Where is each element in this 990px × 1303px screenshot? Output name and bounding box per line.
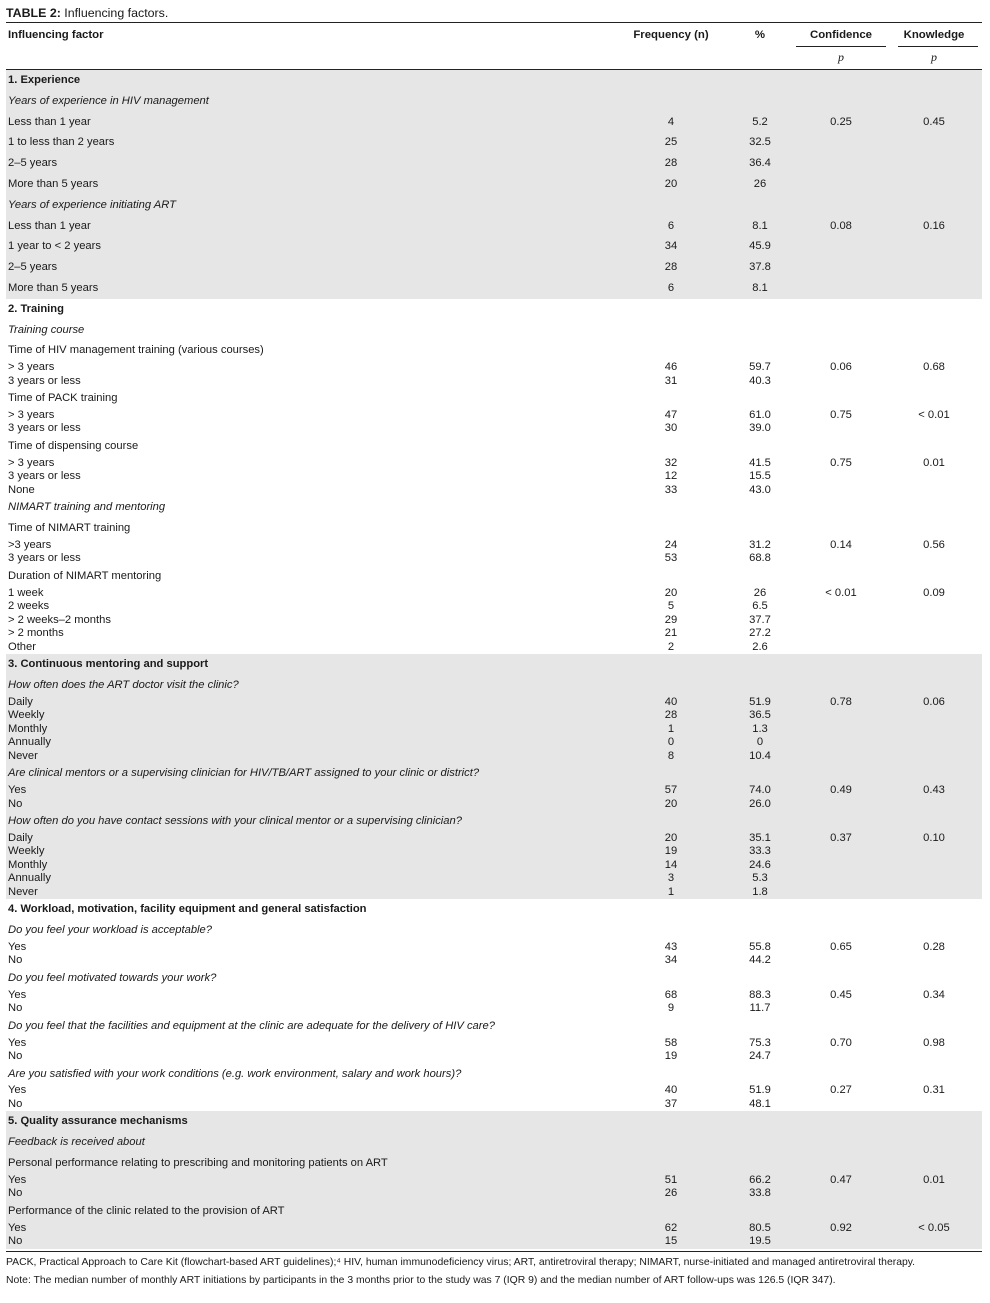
cell-frequency: 20	[664, 586, 678, 599]
table-footnotes	[6, 1251, 982, 1287]
table-row	[6, 236, 982, 257]
table-row	[6, 614, 982, 628]
header-confidence: Confidence	[809, 29, 873, 41]
table-row	[6, 1084, 982, 1098]
cell-factor: Yes	[8, 784, 27, 797]
cell-factor: No	[8, 1050, 23, 1063]
cell-factor: 3 years or less	[8, 552, 81, 565]
cell-percent: 59.7	[749, 361, 771, 374]
cell-confidence-p: 0.06	[830, 361, 852, 374]
table-row	[6, 112, 982, 133]
cell-factor: No	[8, 1187, 23, 1200]
cell-frequency: 57	[664, 784, 678, 797]
cell-factor: Time of NIMART training	[8, 522, 131, 535]
table-row	[6, 539, 982, 553]
cell-percent: 19.5	[749, 1235, 771, 1247]
cell-frequency: 34	[664, 240, 678, 253]
cell-factor: 3. Continuous mentoring and support	[8, 658, 209, 671]
cell-frequency: 25	[664, 136, 678, 149]
cell-factor: Daily	[8, 695, 33, 708]
table-row	[6, 195, 982, 216]
cell-knowledge-p: < 0.05	[918, 1221, 950, 1234]
cell-percent: 48.1	[749, 1097, 771, 1110]
cell-percent: 5.3	[752, 872, 768, 885]
cell-factor: Yes	[8, 1036, 27, 1049]
table-row	[6, 278, 982, 299]
cell-frequency: 28	[664, 261, 678, 274]
cell-frequency: 34	[664, 954, 678, 967]
cell-confidence-p: 0.37	[830, 831, 852, 844]
cell-factor: > 3 years	[8, 361, 55, 374]
cell-knowledge-p: 0.10	[923, 831, 945, 844]
caption-label: TABLE 2:	[6, 6, 61, 20]
table-caption	[6, 5, 982, 22]
cell-factor: Feedback is received about	[8, 1136, 145, 1149]
cell-factor: 2–5 years	[8, 261, 58, 274]
cell-frequency: 58	[664, 1036, 678, 1049]
table-row	[6, 872, 982, 886]
cell-knowledge-p: 0.34	[923, 988, 945, 1001]
cell-confidence-p: 0.25	[830, 115, 852, 128]
table-row	[6, 320, 982, 341]
cell-frequency: 28	[664, 709, 678, 722]
table-row	[6, 811, 982, 832]
cell-confidence-p: < 0.01	[825, 586, 857, 599]
table-row	[6, 340, 982, 361]
cell-percent: 51.9	[749, 1084, 771, 1097]
table-row	[6, 91, 982, 112]
table-row	[6, 1002, 982, 1016]
table-row	[6, 552, 982, 566]
cell-percent: 55.8	[749, 940, 771, 953]
cell-frequency: 28	[664, 157, 678, 170]
cell-factor: 2 weeks	[8, 600, 50, 613]
cell-factor: 1 year to < 2 years	[8, 240, 101, 253]
cell-percent: 8.1	[752, 219, 768, 232]
cell-percent: 44.2	[749, 954, 771, 967]
cell-frequency: 8	[667, 749, 675, 762]
cell-percent: 26.0	[749, 797, 771, 810]
cell-percent: 26	[753, 177, 767, 190]
cell-percent: 41.5	[749, 456, 771, 469]
table-row	[6, 518, 982, 539]
cell-percent: 32.5	[749, 136, 771, 149]
cell-percent: 11.7	[749, 1002, 771, 1015]
table-row	[6, 497, 982, 518]
table-row	[6, 709, 982, 723]
table-row	[6, 216, 982, 237]
table-row	[6, 1153, 982, 1174]
table-row	[6, 1016, 982, 1037]
cell-factor: How often does the ART doctor visit the clinic?	[8, 678, 239, 691]
cell-frequency: 53	[664, 552, 678, 565]
table-row	[6, 920, 982, 941]
cell-percent: 43.0	[749, 483, 771, 496]
cell-percent: 36.4	[749, 157, 771, 170]
cell-frequency: 6	[667, 219, 675, 232]
cell-factor: Are clinical mentors or a supervising clinician for HIV/TB/ART assigned to your clinic or district?	[8, 767, 480, 780]
cell-percent: 33.8	[749, 1187, 771, 1200]
cell-knowledge-p: 0.01	[923, 456, 945, 469]
cell-percent: 2.6	[752, 640, 768, 653]
cell-confidence-p: 0.49	[830, 784, 852, 797]
cell-factor: Other	[8, 640, 36, 653]
cell-factor: Performance of the clinic related to the provision of ART	[8, 1204, 285, 1217]
table-container	[6, 5, 982, 1292]
table-body	[6, 70, 982, 1249]
cell-confidence-p: 0.08	[830, 219, 852, 232]
cell-frequency: 9	[667, 1002, 675, 1015]
footnote-abbreviations: PACK, Practical Approach to Care Kit (flowchart-based ART guidelines);⁴ HIV, human immunodeficiency virus; ART, antiretroviral therapy; NIMART, nurse-initiated and managed antiretroviral therapy.	[6, 1256, 916, 1268]
section-header-row	[6, 654, 982, 675]
cell-factor: Never	[8, 885, 38, 898]
cell-knowledge-p: 0.68	[923, 361, 945, 374]
table-row	[6, 1050, 982, 1064]
cell-factor: Monthly	[8, 722, 48, 735]
cell-frequency: 19	[664, 845, 678, 858]
table-row	[6, 859, 982, 873]
table-row	[6, 1187, 982, 1201]
cell-confidence-p: 0.75	[830, 408, 852, 421]
cell-percent: 24.7	[749, 1050, 771, 1063]
cell-frequency: 37	[664, 1097, 678, 1110]
cell-knowledge-p: 0.06	[923, 695, 945, 708]
table-row	[6, 1235, 982, 1249]
cell-factor: Less than 1 year	[8, 219, 91, 232]
cell-knowledge-p: 0.98	[923, 1036, 945, 1049]
cell-frequency: 40	[664, 1084, 678, 1097]
table-row	[6, 409, 982, 423]
cell-frequency: 51	[664, 1173, 678, 1186]
cell-frequency: 26	[664, 1187, 678, 1200]
table-header	[6, 22, 982, 70]
cell-frequency: 62	[664, 1221, 678, 1234]
cell-frequency: 1	[667, 885, 675, 898]
cell-factor: Training course	[8, 323, 85, 336]
cell-percent: 61.0	[749, 408, 771, 421]
cell-percent: 0	[756, 736, 764, 749]
cell-frequency: 29	[664, 613, 678, 626]
cell-factor: Are you satisfied with your work conditions (e.g. work environment, salary and work hours)?	[8, 1067, 462, 1080]
header-confidence-p: p	[838, 50, 844, 64]
cell-percent: 1.8	[752, 885, 768, 898]
cell-factor: > 2 months	[8, 627, 64, 640]
table-row	[6, 784, 982, 798]
cell-frequency: 40	[664, 695, 678, 708]
cell-confidence-p: 0.47	[830, 1173, 852, 1186]
cell-frequency: 19	[664, 1050, 678, 1063]
cell-frequency: 14	[664, 858, 678, 871]
cell-knowledge-p: 0.01	[923, 1173, 945, 1186]
cell-frequency: 30	[664, 422, 678, 435]
table-row	[6, 132, 982, 153]
cell-confidence-p: 0.92	[830, 1221, 852, 1234]
cell-frequency: 12	[664, 470, 678, 483]
table-row	[6, 153, 982, 174]
cell-percent: 35.1	[749, 831, 771, 844]
cell-factor: >3 years	[8, 538, 52, 551]
cell-confidence-p: 0.78	[830, 695, 852, 708]
cell-frequency: 31	[664, 374, 678, 387]
confidence-rule	[796, 46, 886, 47]
cell-factor: Do you feel that the facilities and equipment at the clinic are adequate for the delivery of HIV care?	[8, 1019, 495, 1032]
cell-factor: Yes	[8, 1084, 27, 1097]
cell-factor: 3 years or less	[8, 422, 81, 435]
cell-knowledge-p: 0.16	[923, 219, 945, 232]
cell-percent: 36.5	[749, 709, 771, 722]
cell-frequency: 5	[667, 600, 675, 613]
cell-percent: 26	[753, 586, 767, 599]
cell-percent: 31.2	[749, 538, 771, 551]
section-header-row	[6, 899, 982, 920]
cell-factor: Yes	[8, 1221, 27, 1234]
cell-frequency: 47	[664, 408, 678, 421]
cell-percent: 37.8	[749, 261, 771, 274]
table-row	[6, 436, 982, 457]
cell-frequency: 15	[664, 1235, 678, 1247]
cell-confidence-p: 0.45	[830, 988, 852, 1001]
table-row	[6, 845, 982, 859]
cell-knowledge-p: 0.43	[923, 784, 945, 797]
cell-percent: 45.9	[749, 240, 771, 253]
cell-factor: Yes	[8, 1173, 27, 1186]
cell-percent: 33.3	[749, 845, 771, 858]
cell-factor: 3 years or less	[8, 470, 81, 483]
cell-frequency: 3	[667, 872, 675, 885]
cell-frequency: 46	[664, 361, 678, 374]
cell-factor: Time of dispensing course	[8, 439, 139, 452]
cell-percent: 6.5	[752, 600, 768, 613]
cell-factor: Do you feel your workload is acceptable?	[8, 924, 212, 937]
table-row	[6, 641, 982, 655]
table-row	[6, 587, 982, 601]
cell-factor: Annually	[8, 872, 51, 885]
cell-frequency: 20	[664, 797, 678, 810]
cell-percent: 39.0	[749, 422, 771, 435]
cell-confidence-p: 0.75	[830, 456, 852, 469]
cell-frequency: 68	[664, 988, 678, 1001]
table-row	[6, 763, 982, 784]
cell-factor: Daily	[8, 831, 33, 844]
cell-factor: No	[8, 954, 23, 967]
table-row	[6, 798, 982, 812]
table-row	[6, 941, 982, 955]
table-row	[6, 457, 982, 471]
cell-frequency: 43	[664, 940, 678, 953]
cell-factor: No	[8, 1235, 23, 1247]
table-row	[6, 968, 982, 989]
cell-knowledge-p: 0.31	[923, 1084, 945, 1097]
header-knowledge: Knowledge	[903, 29, 965, 41]
table-row	[6, 1064, 982, 1085]
table-row	[6, 1222, 982, 1236]
table-row	[6, 696, 982, 710]
cell-factor: Annually	[8, 736, 51, 749]
header-frequency: Frequency (n)	[633, 29, 709, 41]
cell-percent: 75.3	[749, 1036, 771, 1049]
cell-percent: 51.9	[749, 695, 771, 708]
cell-confidence-p: 0.27	[830, 1084, 852, 1097]
knowledge-rule	[898, 46, 978, 47]
cell-frequency: 21	[664, 627, 678, 640]
footnote-note: Note: The median number of monthly ART initiations by participants in the 3 months prior to the study was 7 (IQR 9) and the median number of ART follow-ups was 126.5 (IQR 347).	[6, 1274, 836, 1286]
cell-factor: 1 to less than 2 years	[8, 136, 115, 149]
cell-factor: > 3 years	[8, 408, 55, 421]
table-row	[6, 627, 982, 641]
cell-percent: 88.3	[749, 988, 771, 1001]
cell-frequency: 1	[667, 722, 675, 735]
cell-factor: 2–5 years	[8, 157, 58, 170]
header-percent: %	[754, 29, 766, 41]
cell-percent: 37.7	[749, 613, 771, 626]
table-row	[6, 174, 982, 195]
cell-factor: No	[8, 1002, 23, 1015]
cell-factor: Yes	[8, 940, 27, 953]
table-row	[6, 1037, 982, 1051]
cell-frequency: 6	[667, 281, 675, 294]
cell-frequency: 33	[664, 483, 678, 496]
table-row	[6, 832, 982, 846]
cell-percent: 1.3	[752, 722, 768, 735]
cell-factor: How often do you have contact sessions with your clinical mentor or a supervising clinician?	[8, 815, 462, 828]
section-header-row	[6, 1111, 982, 1132]
table-row	[6, 1132, 982, 1153]
caption-text: Influencing factors.	[60, 6, 169, 20]
table-row	[6, 886, 982, 900]
cell-confidence-p: 0.70	[830, 1036, 852, 1049]
cell-factor: More than 5 years	[8, 177, 99, 190]
cell-percent: 74.0	[749, 784, 771, 797]
cell-frequency: 24	[664, 538, 678, 551]
table-row	[6, 422, 982, 436]
cell-knowledge-p: 0.09	[923, 586, 945, 599]
table-row	[6, 600, 982, 614]
table-row	[6, 1201, 982, 1222]
cell-frequency: 20	[664, 177, 678, 190]
cell-frequency: 2	[667, 640, 675, 653]
table-row	[6, 1174, 982, 1188]
table-row	[6, 989, 982, 1003]
cell-factor: 2. Training	[8, 302, 64, 315]
cell-percent: 10.4	[749, 749, 771, 762]
table-row	[6, 484, 982, 498]
cell-factor: 3 years or less	[8, 374, 81, 387]
cell-percent: 27.2	[749, 627, 771, 640]
cell-knowledge-p: 0.28	[923, 940, 945, 953]
cell-frequency: 32	[664, 456, 678, 469]
cell-percent: 24.6	[749, 858, 771, 871]
table-row	[6, 750, 982, 764]
table-row	[6, 257, 982, 278]
cell-percent: 5.2	[752, 115, 768, 128]
cell-confidence-p: 0.65	[830, 940, 852, 953]
table-row	[6, 736, 982, 750]
cell-factor: Do you feel motivated towards your work?	[8, 971, 217, 984]
cell-percent: 66.2	[749, 1173, 771, 1186]
cell-percent: 8.1	[752, 281, 768, 294]
cell-factor: Time of PACK training	[8, 392, 118, 405]
cell-factor: Monthly	[8, 858, 48, 871]
header-influencing-factor: Influencing factor	[8, 29, 104, 41]
cell-knowledge-p: 0.56	[923, 538, 945, 551]
cell-factor: None	[8, 483, 35, 496]
cell-factor: 5. Quality assurance mechanisms	[8, 1115, 188, 1128]
table-row	[6, 723, 982, 737]
cell-factor: > 2 weeks–2 months	[8, 613, 111, 626]
cell-factor: > 3 years	[8, 456, 55, 469]
cell-factor: Weekly	[8, 845, 45, 858]
table-row	[6, 375, 982, 389]
table-row	[6, 566, 982, 587]
cell-frequency: 4	[667, 115, 675, 128]
table-row	[6, 470, 982, 484]
cell-frequency: 20	[664, 831, 678, 844]
table-row	[6, 954, 982, 968]
cell-factor: Time of HIV management training (various courses)	[8, 344, 264, 357]
cell-factor: Weekly	[8, 709, 45, 722]
header-knowledge-p: p	[931, 50, 937, 64]
section-header-row	[6, 299, 982, 320]
cell-factor: No	[8, 797, 23, 810]
table-row	[6, 1098, 982, 1112]
cell-factor: Years of experience initiating ART	[8, 198, 176, 211]
table-row	[6, 361, 982, 375]
table-row	[6, 675, 982, 696]
cell-factor: Never	[8, 749, 38, 762]
cell-factor: 1 week	[8, 586, 44, 599]
cell-factor: Duration of NIMART mentoring	[8, 569, 162, 582]
cell-factor: 1. Experience	[8, 74, 81, 86]
table-row	[6, 388, 982, 409]
cell-percent: 15.5	[749, 470, 771, 483]
cell-frequency: 0	[667, 736, 675, 749]
cell-percent: 40.3	[749, 374, 771, 387]
cell-factor: Less than 1 year	[8, 115, 91, 128]
cell-factor: NIMART training and mentoring	[8, 501, 166, 514]
cell-knowledge-p: 0.45	[923, 115, 945, 128]
cell-factor: 4. Workload, motivation, facility equipment and general satisfaction	[8, 903, 367, 916]
cell-factor: Personal performance relating to prescribing and monitoring patients on ART	[8, 1156, 388, 1169]
cell-percent: 68.8	[749, 552, 771, 565]
cell-knowledge-p: < 0.01	[918, 408, 950, 421]
cell-factor: Yes	[8, 988, 27, 1001]
cell-factor: No	[8, 1097, 23, 1110]
cell-percent: 80.5	[749, 1221, 771, 1234]
cell-confidence-p: 0.14	[830, 538, 852, 551]
cell-factor: More than 5 years	[8, 281, 99, 294]
cell-factor: Years of experience in HIV management	[8, 94, 209, 107]
section-header-row	[6, 70, 982, 91]
